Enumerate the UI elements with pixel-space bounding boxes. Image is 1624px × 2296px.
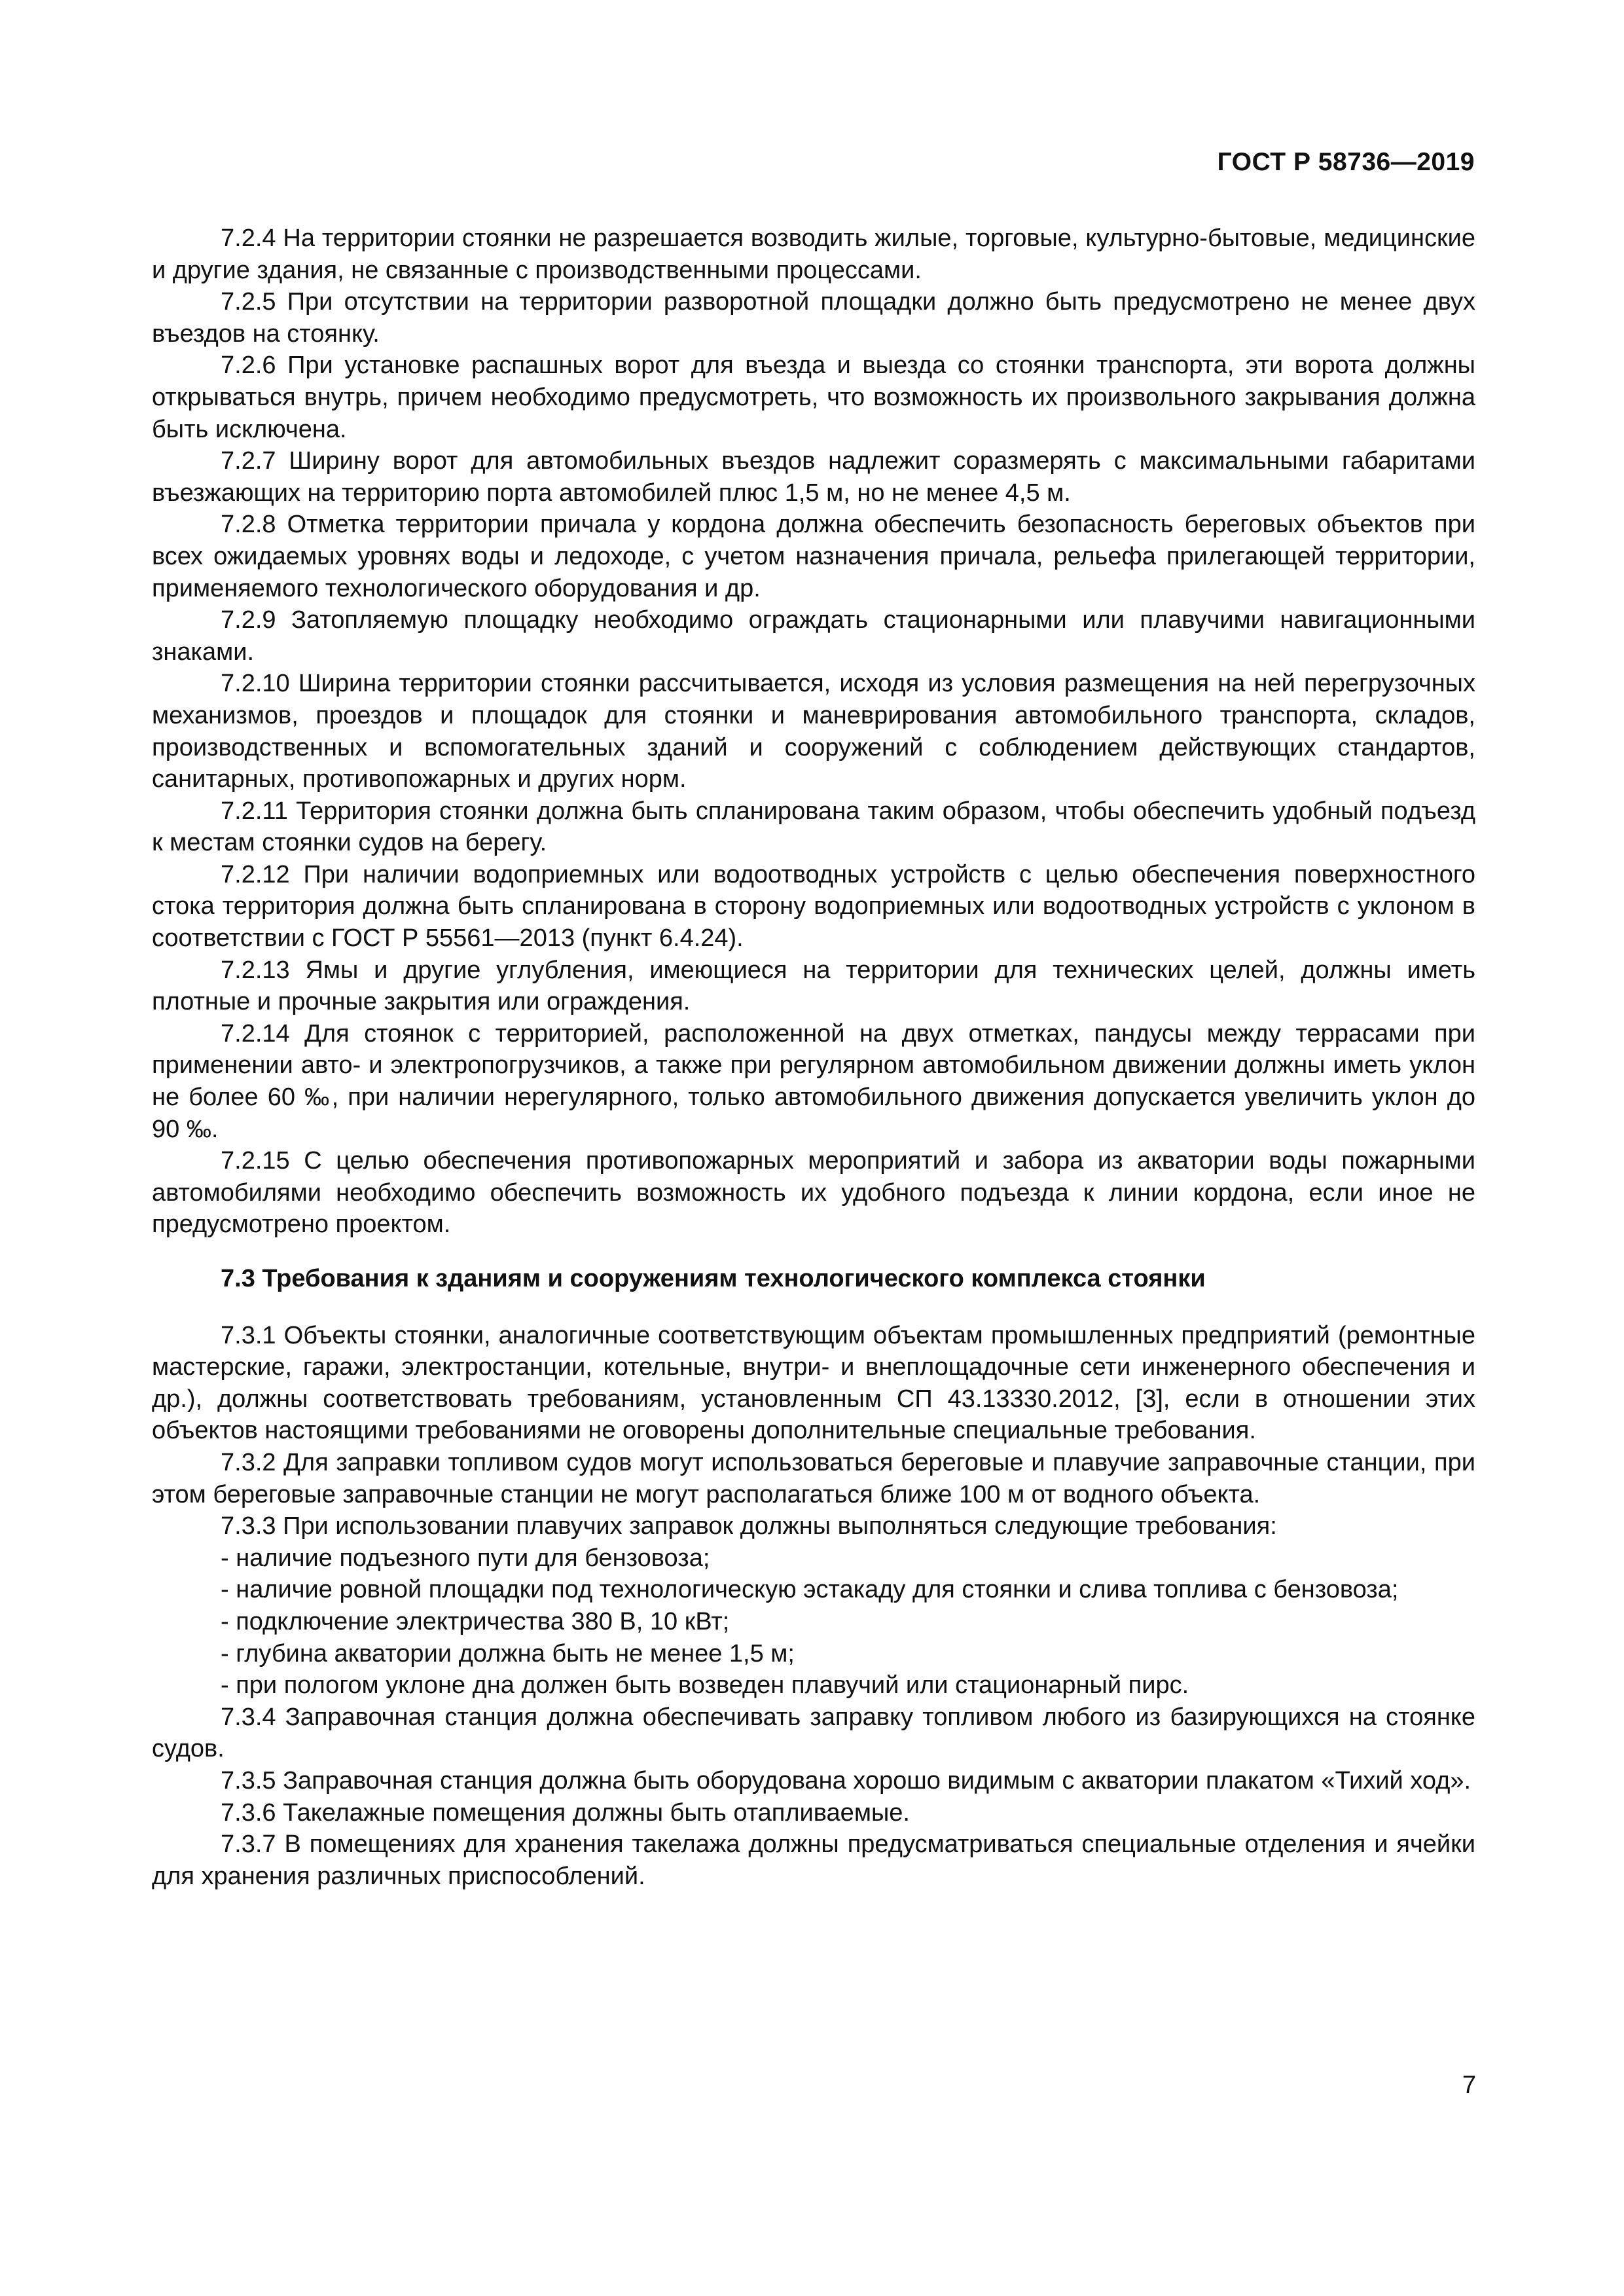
paragraph-7-2-5: 7.2.5 При отсутствии на территории разворотной площадки должно быть предусмотрено не менее двух въездов на стоянку. xyxy=(152,288,1475,348)
document-body xyxy=(152,223,1475,1892)
list-item-water-depth: - глубина акватории должна быть не менее 1,5 м; xyxy=(221,1639,795,1667)
paragraph-7-2-15: 7.2.15 С целью обеспечения противопожарных мероприятий и забора из акватории воды пожарными автомобилями необходимо обеспечить возможность их удобного подъезда к линии кордона, если иное не предусмотрено проектом. xyxy=(152,1147,1475,1239)
paragraph-7-2-7: 7.2.7 Ширину ворот для автомобильных въездов надлежит соразмерять с максимальными габаритами въезжающих на территорию порта автомобилей плюс 1,5 м, но не менее 4,5 м. xyxy=(152,447,1475,507)
paragraph-7-2-8: 7.2.8 Отметка территории причала у кордона должна обеспечить безопасность береговых объектов при всех ожидаемых уровнях воды и ледоходе, с учетом назначения причала, рельефа прилегающей территории, применяемого технологического оборудования и др. xyxy=(152,511,1475,602)
document-id-header: ГОСТ Р 58736—2019 xyxy=(1217,148,1475,176)
paragraph-7-3-5: 7.3.5 Заправочная станция должна быть оборудована хорошо видимым с акватории плакатом «Тихий ход». xyxy=(221,1766,1471,1795)
list-item-access-road: - наличие подъезного пути для бензовоза; xyxy=(221,1544,710,1572)
paragraph-7-2-6: 7.2.6 При установке распашных ворот для въезда и выезда со стоянки транспорта, эти ворота должны открываться внутрь, причем необходимо предусмотреть, что возможность их произвольного закрывания должна быть исключена. xyxy=(152,352,1475,443)
section-heading-7-3: 7.3 Требования к зданиям и сооружениям технологического комплекса стоянки xyxy=(221,1265,1206,1292)
paragraph-7-3-2: 7.3.2 Для заправки топливом судов могут использоваться береговые и плавучие заправочные станции, при этом береговые заправочные станции не могут располагаться ближе 100 м от водного объекта. xyxy=(152,1448,1475,1508)
page-number: 7 xyxy=(1462,2071,1476,2099)
paragraph-7-3-3: 7.3.3 При использовании плавучих заправок должны выполняться следующие требования: xyxy=(221,1512,1277,1540)
paragraph-7-3-7: 7.3.7 В помещениях для хранения такелажа должны предусматриваться специальные отделения и ячейки для хранения различных приспособлений. xyxy=(152,1831,1475,1890)
list-item-flat-platform: - наличие ровной площадки под технологическую эстакаду для стоянки и слива топлива с бензовоза; xyxy=(221,1576,1399,1604)
paragraph-7-2-11: 7.2.11 Территория стоянки должна быть спланирована таким образом, чтобы обеспечить удобный подъезд к местам стоянки судов на берегу. xyxy=(152,797,1475,857)
paragraph-7-3-4: 7.3.4 Заправочная станция должна обеспечивать заправку топливом любого из базирующихся на стоянке судов. xyxy=(152,1703,1475,1763)
paragraph-7-2-4: 7.2.4 На территории стоянки не разрешается возводить жилые, торговые, культурно-бытовые, медицинские и другие здания, не связанные с производственными процессами. xyxy=(152,225,1475,284)
paragraph-7-2-14: 7.2.14 Для стоянок с территорией, расположенной на двух отметках, пандусы между террасами при применении авто- и электропогрузчиков, а также при регулярном автомобильном движении должны иметь уклон не более 60 ‰, при наличии нерегулярного, только автомобильного движения допускается увеличить уклон до 90 ‰. xyxy=(152,1019,1475,1143)
list-item-electricity: - подключение электричества 380 В, 10 кВт; xyxy=(221,1607,730,1635)
paragraph-7-2-10: 7.2.10 Ширина территории стоянки рассчитывается, исходя из условия размещения на ней перегрузочных механизмов, проездов и площадок для стоянки и маневрирования автомобильного транспорта, складов, производственных и вспомогательных зданий и сооружений с соблюдением действующих стандартов, санитарных, противопожарных и других норм. xyxy=(152,670,1475,793)
paragraph-7-2-13: 7.2.13 Ямы и другие углубления, имеющиеся на территории для технических целей, должны иметь плотные и прочные закрытия или ограждения. xyxy=(152,956,1475,1016)
paragraph-7-2-12: 7.2.12 При наличии водоприемных или водоотводных устройств с целью обеспечения поверхностного стока территория должна быть спланирована в сторону водоприемных или водоотводных устройств с уклоном в соответствии с ГОСТ Р 55561—2013 (пункт 6.4.24). xyxy=(152,860,1475,953)
paragraph-7-2-9: 7.2.9 Затопляемую площадку необходимо ограждать стационарными или плавучими навигационными знаками. xyxy=(152,606,1475,666)
list-item-pier: - при пологом уклоне дна должен быть возведен плавучий или стационарный пирс. xyxy=(221,1671,1189,1700)
paragraph-7-3-6: 7.3.6 Такелажные помещения должны быть отапливаемые. xyxy=(221,1798,910,1827)
paragraph-7-3-1: 7.3.1 Объекты стоянки, аналогичные соответствующим объектам промышленных предприятий (ремонтные мастерские, гаражи, электростанции, котельные, внутри- и внеплощадочные сети инженерного обеспечения и др.), должны соответствовать требованиям, установленным СП 43.13330.2012, [3], если в отношении этих объектов настоящими требованиями не оговорены дополнительные специальные требования. xyxy=(152,1321,1475,1445)
